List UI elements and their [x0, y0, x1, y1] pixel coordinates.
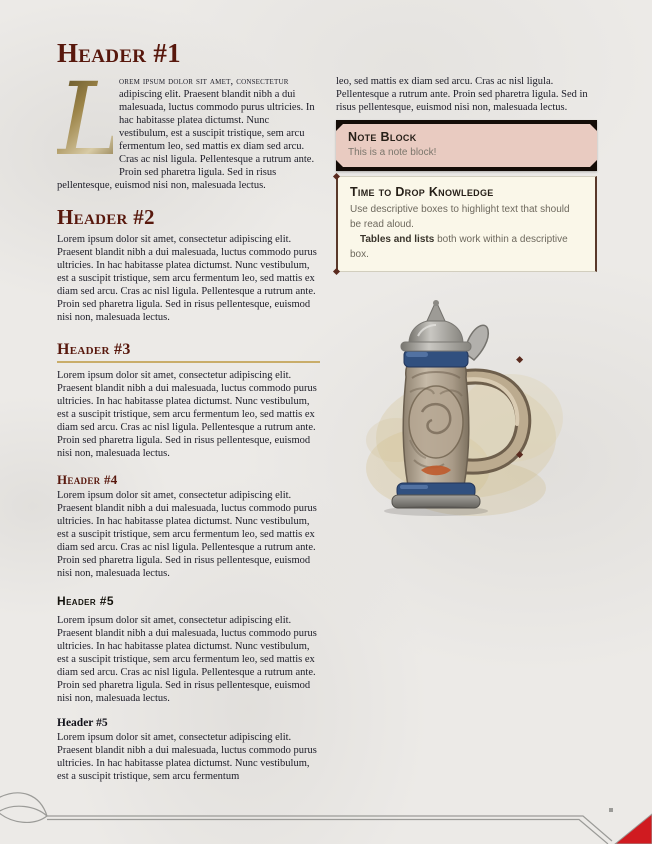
heading-3: Header #3 [57, 341, 320, 363]
note-corner-ornament [589, 160, 597, 168]
heading-2: Header #2 [57, 205, 155, 229]
heading-6: Header #5 [57, 716, 108, 729]
descriptive-box-line2 [350, 232, 583, 262]
note-block-title: Note Block [348, 130, 417, 144]
heading-5: Header #5 [57, 593, 114, 608]
paragraph-continued: leo, sed mattis ex diam sed arcu. Cras ac nisl ligula. Pellentesque a rutrum ante. Proin sed pharetra ligula. Sed in risus pellentesque, euismod nisi non, malesuada lectus. [336, 76, 588, 113]
footer-flourish-curve [0, 793, 47, 816]
paragraph-dropcap [57, 61, 320, 192]
heading-1: Header #1 [57, 38, 181, 68]
paragraph: Lorem ipsum dolor sit amet, consectetur adipiscing elit. Praesent blandit nibh a dui malesuada, luctus commodo purus ultricies. In hac habitasse platea dictumst. Nunc vestibulum, est a suscipit tristique, sem arcu fermentum leo, sed mattis ex diam sed arcu. Cras ac nisl ligula. Pellentesque a rutrum ante. Proin sed pharetra ligula. Sed in risus pellentesque, euismod nisi non, malesuada lectus. [57, 369, 317, 459]
heading-4: Header #4 [57, 471, 118, 487]
dropcap-letter: L [57, 61, 124, 178]
stein-illustration [336, 300, 597, 530]
paragraph-lead-smallcaps: orem ipsum dolor sit amet, consectetur [119, 76, 289, 87]
paragraph: Lorem ipsum dolor sit amet, consectetur adipiscing elit. Praesent blandit nibh a dui malesuada, luctus commodo purus ultricies. In hac habitasse platea dictumst. Nunc vestibulum, est a suscipit tristique, sem arcu fermentum leo, sed mattis ex diam sed arcu. Cras ac nisl ligula. Pellentesque a rutrum ante. Proin sed pharetra ligula. Sed in risus pellentesque, euismod nisi non, malesuada lectus. [57, 489, 317, 579]
descriptive-box-line2-bold: Tables and lists [360, 233, 435, 245]
footer-ornament [0, 780, 652, 844]
paragraph-truncated: Lorem ipsum dolor sit amet, consectetur adipiscing elit. Praesent blandit nibh a dui malesuada, luctus commodo purus ultricies. In hac habitasse platea dictumst. Nunc vestibulum, est a suscipit tristique, sem arcu fermentum [57, 732, 317, 783]
descriptive-box [336, 176, 597, 271]
footer-dot-ornament [609, 808, 613, 812]
descriptive-box-line2-rest: both work within a descriptive box. [350, 233, 568, 260]
note-corner-ornament [336, 160, 344, 168]
descriptive-box-line1: Use descriptive boxes to highlight text that should be read aloud. [350, 203, 570, 230]
paragraph: Lorem ipsum dolor sit amet, consectetur adipiscing elit. Praesent blandit nibh a dui malesuada, luctus commodo purus ultricies. In hac habitasse platea dictumst. Nunc vestibulum, est a suscipit tristique, sem arcu fermentum leo, sed mattis ex diam sed arcu. Cras ac nisl ligula. Pellentesque a rutrum ante. Proin sed pharetra ligula. Sed in risus pellentesque, euismod nisi non, malesuada lectus. [57, 614, 317, 704]
note-block [336, 120, 597, 171]
descriptive-box-title: Time to Drop Knowledge [350, 185, 494, 200]
beer-stein-image [336, 300, 586, 525]
note-corner-ornament [589, 123, 597, 131]
left-column [57, 40, 320, 783]
right-column [336, 75, 597, 530]
note-corner-ornament [336, 123, 344, 131]
footer-red-corner [615, 814, 652, 844]
paragraph: Lorem ipsum dolor sit amet, consectetur adipiscing elit. Praesent blandit nibh a dui malesuada, luctus commodo purus ultricies. In hac habitasse platea dictumst. Nunc vestibulum, est a suscipit tristique, sem arcu fermentum leo, sed mattis ex diam sed arcu. Cras ac nisl ligula. Pellentesque a rutrum ante. Proin sed pharetra ligula. Sed in risus pellentesque, euismod nisi non, malesuada lectus. [57, 234, 317, 323]
note-block-body: This is a note block! [348, 147, 437, 159]
paragraph-text: adipiscing elit. Praesent blandit nibh a dui malesuada, luctus commodo purus ultricies. In hac habitasse platea dictumst. Nunc vestibulum, est a suscipit tristique, sem arcu fermentum leo, sed mattis ex diam sed arcu. Cras ac nisl ligula. Pellentesque a rutrum ante. Proin sed pharetra ligula. Sed in risus pellentesque, euismod nisi non, malesuada lectus. [57, 89, 315, 191]
